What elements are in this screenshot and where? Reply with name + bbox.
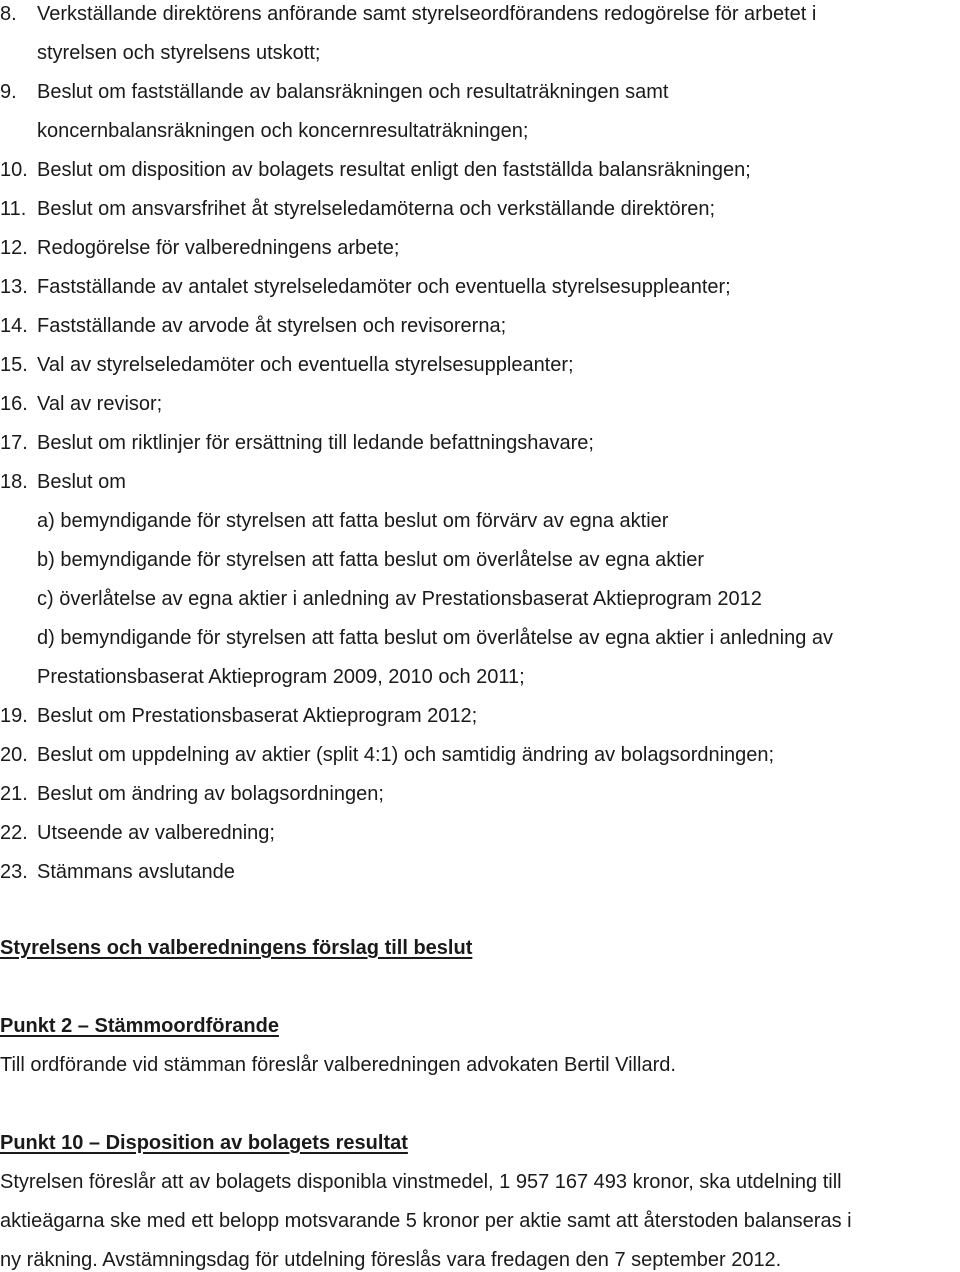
agenda-text: Beslut om riktlinjer för ersättning till ledande befattningshavare; <box>37 432 594 454</box>
agenda-number: 12. <box>0 237 28 259</box>
agenda-number: 15. <box>0 354 28 376</box>
agenda-text: Beslut om ändring av bolagsordningen; <box>37 783 384 805</box>
agenda-text: Beslut om <box>37 471 126 493</box>
agenda-number: 14. <box>0 315 28 337</box>
agenda-text: Utseende av valberedning; <box>37 822 275 844</box>
agenda-number: 17. <box>0 432 28 454</box>
agenda-item-8 <box>0 2 816 26</box>
agenda-number: 16. <box>0 393 28 415</box>
agenda-item-22 <box>0 821 275 845</box>
agenda-number: 9. <box>0 81 17 103</box>
agenda-text: Val av styrelseledamöter och eventuella styrelsesuppleanter; <box>37 354 574 376</box>
agenda-number: 21. <box>0 783 28 805</box>
agenda-text: Stämmans avslutande <box>37 861 235 883</box>
agenda-subitem-18a: a) bemyndigande för styrelsen att fatta beslut om förvärv av egna aktier <box>37 510 669 532</box>
agenda-item-11 <box>0 197 715 221</box>
agenda-text: Fastställande av antalet styrelseledamöter och eventuella styrelsesuppleanter; <box>37 276 731 298</box>
agenda-number: 13. <box>0 276 28 298</box>
punkt-2-text: Till ordförande vid stämman föreslår valberedningen advokaten Bertil Villard. <box>0 1054 676 1076</box>
agenda-number: 18. <box>0 471 28 493</box>
agenda-text: Val av revisor; <box>37 393 163 415</box>
agenda-number: 19. <box>0 705 28 727</box>
agenda-text: Verkställande direktörens anförande samt styrelseordförandens redogörelse för arbetet i <box>37 3 817 25</box>
agenda-item-23 <box>0 860 235 884</box>
punkt-2-heading: Punkt 2 – Stämmoordförande <box>0 1015 279 1037</box>
agenda-text: Beslut om disposition av bolagets resultat enligt den fastställda balansräkningen; <box>37 159 751 181</box>
agenda-number: 8. <box>0 3 17 25</box>
agenda-item-14 <box>0 314 506 338</box>
punkt-10-heading: Punkt 10 – Disposition av bolagets resultat <box>0 1132 408 1154</box>
punkt-10-line-1: Styrelsen föreslår att av bolagets disponibla vinstmedel, 1 957 167 493 kronor, ska utdelning till <box>0 1171 842 1193</box>
agenda-item-13 <box>0 275 731 299</box>
punkt-10-line-3: ny räkning. Avstämningsdag för utdelning föreslås vara fredagen den 7 september 2012. <box>0 1249 782 1271</box>
agenda-item-19 <box>0 704 477 728</box>
agenda-item-20 <box>0 743 774 767</box>
agenda-text: Beslut om fastställande av balansräkningen och resultaträkningen samt <box>37 81 669 103</box>
agenda-number: 11. <box>0 198 27 220</box>
agenda-item-12 <box>0 236 399 260</box>
proposals-heading: Styrelsens och valberedningens förslag till beslut <box>0 937 473 959</box>
agenda-subitem-18d-continued: Prestationsbaserat Aktieprogram 2009, 2010 och 2011; <box>37 666 525 688</box>
agenda-item-15 <box>0 353 574 377</box>
agenda-text: Fastställande av arvode åt styrelsen och revisorerna; <box>37 315 507 337</box>
agenda-item-9-continued: koncernbalansräkningen och koncernresultaträkningen; <box>37 120 529 142</box>
agenda-item-9 <box>0 80 668 104</box>
agenda-text: Redogörelse för valberedningens arbete; <box>37 237 400 259</box>
punkt-10-line-2: aktieägarna ske med ett belopp motsvarande 5 kronor per aktie samt att återstoden balanseras i <box>0 1210 852 1232</box>
agenda-text: Beslut om Prestationsbaserat Aktieprogram 2012; <box>37 705 478 727</box>
agenda-item-8-continued: styrelsen och styrelsens utskott; <box>37 42 321 64</box>
agenda-item-21 <box>0 782 384 806</box>
agenda-number: 22. <box>0 822 28 844</box>
agenda-text: Beslut om uppdelning av aktier (split 4:1) och samtidig ändring av bolagsordningen; <box>37 744 775 766</box>
agenda-number: 23. <box>0 861 28 883</box>
agenda-item-16 <box>0 392 162 416</box>
agenda-subitem-18b: b) bemyndigande för styrelsen att fatta beslut om överlåtelse av egna aktier <box>37 549 705 571</box>
agenda-number: 10. <box>0 159 28 181</box>
agenda-item-17 <box>0 431 594 455</box>
agenda-subitem-18d: d) bemyndigande för styrelsen att fatta beslut om överlåtelse av egna aktier i anledning av <box>37 627 834 649</box>
agenda-text: Beslut om ansvarsfrihet åt styrelseledamöterna och verkställande direktören; <box>37 198 716 220</box>
agenda-item-10 <box>0 158 751 182</box>
agenda-item-18 <box>0 470 126 494</box>
agenda-number: 20. <box>0 744 28 766</box>
agenda-subitem-18c: c) överlåtelse av egna aktier i anledning av Prestationsbaserat Aktieprogram 2012 <box>37 588 762 610</box>
